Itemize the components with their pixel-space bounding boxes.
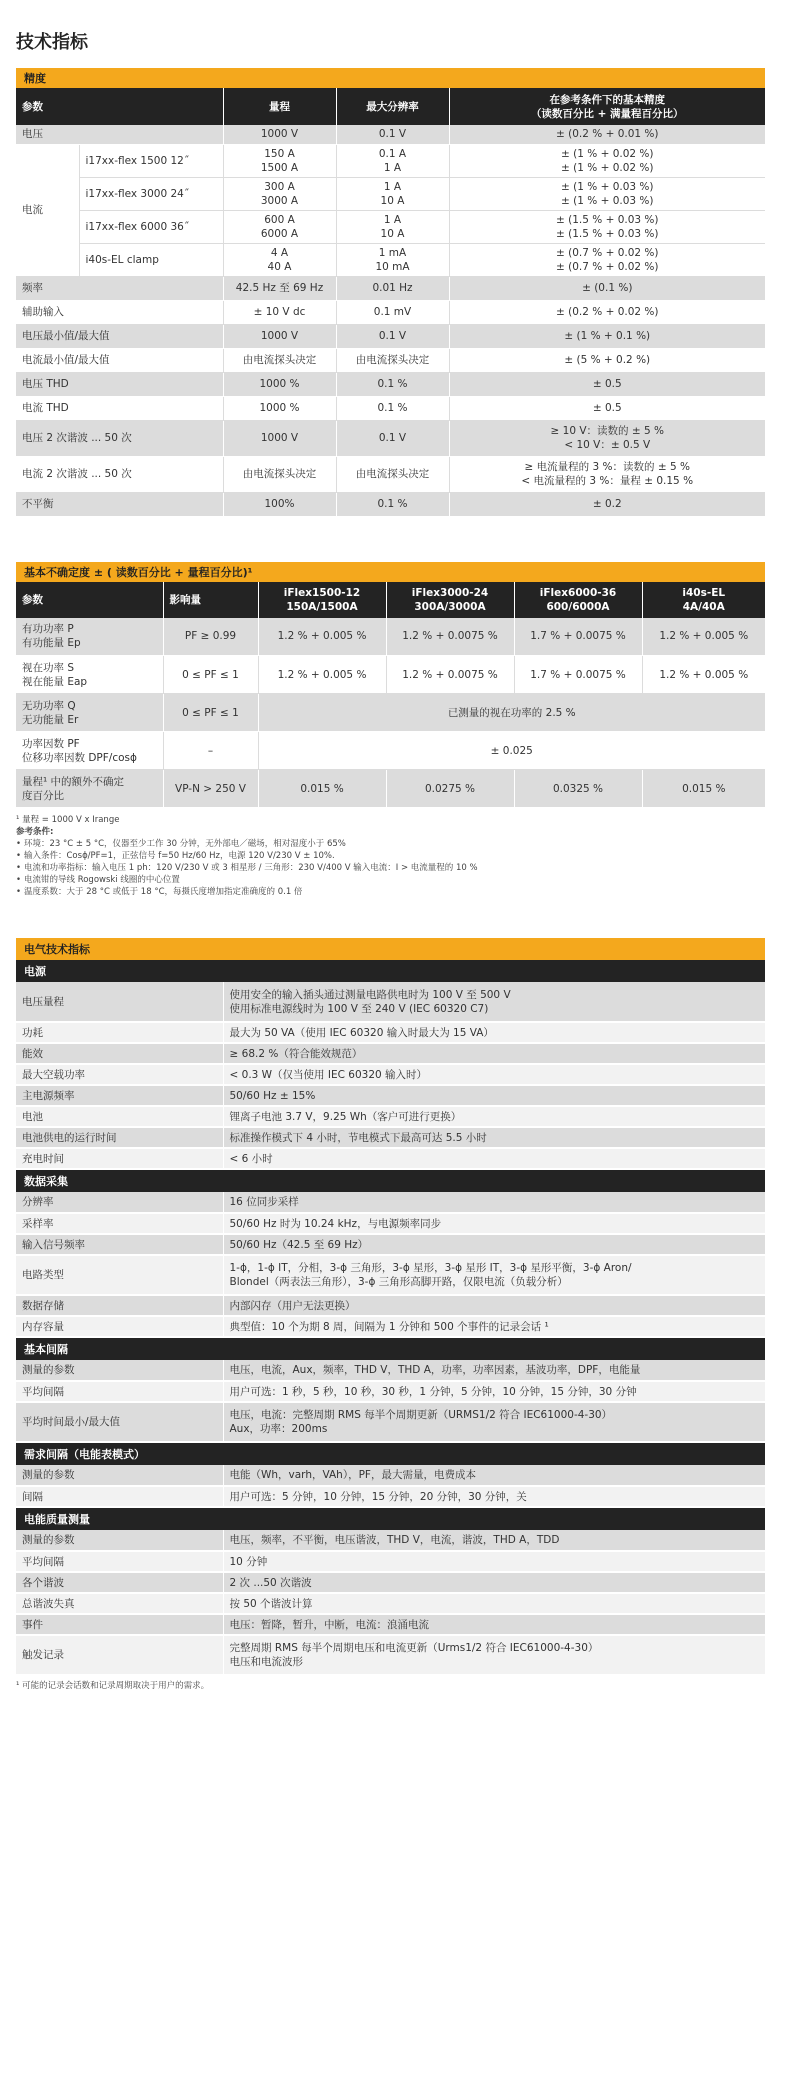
resolution-cell: 由电流探头决定 — [336, 456, 449, 492]
spec-key-cell: 电压量程 — [16, 982, 223, 1022]
cell-line: 1-ϕ，1-ϕ IT，分相，3-ϕ 三角形，3-ϕ 星形，3-ϕ 星形 IT，3-ϕ 星形平衡，3-ϕ Aron/ — [229, 1262, 632, 1274]
cell-line: Blondel（两表法三角形），3-ϕ 三角形高脚开路，仅限电流（负载分析） — [229, 1276, 568, 1288]
param-cell: 电流 THD — [16, 396, 223, 420]
probe-cell: i17xx-flex 3000 24˝ — [79, 177, 223, 210]
spec-value-cell — [223, 1255, 765, 1295]
spec-value-cell — [223, 1402, 765, 1442]
spec-value-cell — [223, 1085, 765, 1106]
value-cell: 0.015 % — [258, 770, 386, 808]
spec-value-cell — [223, 1551, 765, 1572]
resolution-cell — [336, 177, 449, 210]
accuracy-cell — [449, 456, 765, 492]
reference-condition: • 温度系数：大于 28 °C 或低于 18 °C，每摄氏度增加指定准确度的 0.1 倍 — [16, 886, 765, 898]
table-row — [16, 348, 765, 372]
spec-value-cell — [223, 1106, 765, 1127]
spec-value-cell — [223, 1022, 765, 1043]
cell-line: 电能（Wh，varh，VAh），PF，最大需量，电费成本 — [229, 1469, 476, 1481]
cell-line: ± 0.2 — [592, 498, 622, 510]
cell-line: ± (1 % + 0.02 %) — [561, 147, 654, 160]
param-cell: 电压 — [16, 125, 223, 144]
param-cell: 不平衡 — [16, 492, 223, 516]
spec-value-cell — [223, 1381, 765, 1402]
cell-line: 典型值：10 个为期 8 周，间隔为 1 分钟和 500 个事件的记录会话 ¹ — [229, 1320, 549, 1333]
cell-line: 16 位同步采样 — [229, 1196, 299, 1208]
accuracy-cell — [449, 420, 765, 456]
param-cell — [16, 770, 163, 808]
cell-line: iFlex1500-12 — [283, 586, 361, 599]
resolution-cell: 由电流探头决定 — [336, 348, 449, 372]
accuracy-cell — [449, 372, 765, 396]
spec-key-cell: 测量的参数 — [16, 1465, 223, 1486]
cell-line: 2 次 ...50 次谐波 — [229, 1576, 312, 1589]
table-row — [16, 1022, 765, 1043]
cell-line: i40s-EL — [682, 586, 726, 599]
range-cell: 1000 % — [223, 396, 336, 420]
cell-line: 位移功率因数 DPF/cosϕ — [22, 751, 137, 764]
spec-key-cell: 最大空载功率 — [16, 1064, 223, 1085]
group-title: 电源 — [16, 960, 765, 982]
table-row — [16, 1148, 765, 1169]
cell-line: < 0.3 W（仅当使用 IEC 60320 输入时） — [229, 1068, 428, 1081]
cell-line: ± (1 % + 0.02 %) — [561, 161, 654, 174]
table-row — [16, 1316, 765, 1337]
accuracy-section-title: 精度 — [16, 68, 765, 88]
cell-line: ≥ 10 V：读数的 ± 5 % — [550, 425, 664, 437]
cell-line: 1 mA — [378, 246, 407, 259]
spec-key-cell: 总谐波失真 — [16, 1593, 223, 1614]
cell-line: 1500 A — [260, 161, 299, 174]
cell-line: 1 A — [383, 180, 402, 193]
table-row — [16, 1043, 765, 1064]
table-row — [16, 144, 765, 177]
uncertainty-footnote: ¹ 量程 = 1000 V x Irange — [16, 815, 120, 825]
spec-key-cell: 分辨率 — [16, 1192, 223, 1213]
cell-line: iFlex6000-36 — [539, 586, 617, 599]
table-row — [16, 618, 765, 656]
table-row — [16, 300, 765, 324]
spec-value-cell — [223, 1530, 765, 1551]
value-cell: 1.2 % + 0.005 % — [258, 618, 386, 656]
spec-key-cell: 主电源频率 — [16, 1085, 223, 1106]
uncertainty-table — [16, 582, 765, 809]
cell-line: 最大为 50 VA（使用 IEC 60320 输入时最大为 15 VA） — [229, 1026, 494, 1039]
table-row — [16, 420, 765, 456]
range-cell: 由电流探头决定 — [223, 348, 336, 372]
spec-value-cell — [223, 1465, 765, 1486]
table-row — [16, 656, 765, 694]
spec-value-cell — [223, 1486, 765, 1507]
range-cell: 1000 V — [223, 420, 336, 456]
group-table — [16, 1192, 765, 1338]
table-row — [16, 694, 765, 732]
probe-cell: i17xx-flex 6000 36˝ — [79, 210, 223, 243]
param-cell: 辅助输入 — [16, 300, 223, 324]
range-cell — [223, 177, 336, 210]
spec-key-cell: 电池供电的运行时间 — [16, 1127, 223, 1148]
accuracy-cell — [449, 492, 765, 516]
uncertainty-header — [642, 582, 765, 618]
reference-conditions-title: 参考条件: — [16, 827, 54, 837]
cell-line: 10 A — [380, 194, 405, 207]
table-row — [16, 982, 765, 1022]
table-row — [16, 1064, 765, 1085]
cell-line: 用户可选：1 秒，5 秒，10 秒，30 秒，1 分钟，5 分钟，10 分钟，15 分钟，30 分钟 — [229, 1385, 637, 1398]
cell-line: ± (5 % + 0.2 %) — [564, 354, 651, 366]
param-cell: 电流 2 次谐波 ... 50 次 — [16, 456, 223, 492]
cell-line: 按 50 个谐波计算 — [229, 1597, 313, 1610]
table-row — [16, 492, 765, 516]
spec-key-cell: 各个谐波 — [16, 1572, 223, 1593]
cell-line: ± (0.7 % + 0.02 %) — [555, 246, 659, 259]
cell-line: 600/6000A — [546, 600, 610, 613]
param-cell: 电流最小值/最大值 — [16, 348, 223, 372]
table-row — [16, 1295, 765, 1316]
resolution-cell: 0.1 % — [336, 372, 449, 396]
range-cell: 100% — [223, 492, 336, 516]
cell-line: 10 mA — [375, 260, 410, 273]
resolution-cell: 0.1 V — [336, 125, 449, 144]
cell-line: 度百分比 — [22, 789, 64, 802]
cell-line: < 6 小时 — [229, 1152, 273, 1165]
cell-line: 无功功率 Q — [22, 699, 76, 712]
param-cell — [16, 732, 163, 770]
range-cell — [223, 144, 336, 177]
table-row — [16, 1593, 765, 1614]
resolution-cell: 0.1 V — [336, 420, 449, 456]
resolution-cell: 0.01 Hz — [336, 276, 449, 300]
spec-value-cell — [223, 1148, 765, 1169]
cell-line: 电压，电流，Aux，频率，THD V，THD A，功率，功率因素，基波功率，DPF，电能量 — [229, 1364, 641, 1376]
influence-cell: 0 ≤ PF ≤ 1 — [163, 656, 258, 694]
spec-value-cell — [223, 1572, 765, 1593]
range-cell: 1000 % — [223, 372, 336, 396]
param-cell: 电压最小值/最大值 — [16, 324, 223, 348]
table-row — [16, 125, 765, 144]
spec-key-cell: 电路类型 — [16, 1255, 223, 1295]
reference-condition: • 环境：23 °C ± 5 °C，仪器至少工作 30 分钟，无外部电／磁场，相对湿度小于 65% — [16, 838, 765, 850]
table-row — [16, 396, 765, 420]
spec-value-cell — [223, 1192, 765, 1213]
cell-line: 用户可选：5 分钟，10 分钟，15 分钟，20 分钟，30 分钟，关 — [229, 1490, 527, 1503]
accuracy-cell — [449, 348, 765, 372]
table-row — [16, 1127, 765, 1148]
table-row — [16, 1234, 765, 1255]
spec-key-cell: 平均时间最小/最大值 — [16, 1402, 223, 1442]
group-table — [16, 982, 765, 1170]
accuracy-cell — [449, 177, 765, 210]
group-title: 数据采集 — [16, 1170, 765, 1192]
spec-value-cell — [223, 1316, 765, 1337]
cell-line: 使用标准电源线时为 100 V 至 240 V (IEC 60320 C7) — [229, 1002, 489, 1015]
cell-line: 影响量 — [169, 593, 201, 606]
cell-line: 完整周期 RMS 每半个周期电压和电流更新（Urms1/2 符合 IEC61000-4-30） — [229, 1642, 599, 1654]
probe-cell: i17xx-flex 1500 12˝ — [79, 144, 223, 177]
cell-line: 有功功率 P — [22, 623, 74, 636]
table-row — [16, 1635, 765, 1675]
param-cell: 电压 2 次谐波 ... 50 次 — [16, 420, 223, 456]
group-table — [16, 1465, 765, 1508]
cell-line: 4 A — [270, 246, 289, 259]
reference-condition: • 电流和功率指标：输入电压 1 ph：120 V/230 V 或 3 相星形 / 三角形：230 V/400 V 输入电流：I > 电流量程的 10 % — [16, 862, 765, 874]
cell-line: ± (1.5 % + 0.03 %) — [555, 227, 659, 240]
electrical-section-title: 电气技术指标 — [16, 938, 765, 960]
table-row — [16, 324, 765, 348]
cell-line: 50/60 Hz 时为 10.24 kHz，与电源频率同步 — [229, 1217, 442, 1230]
accuracy-cell — [449, 396, 765, 420]
table-row — [16, 372, 765, 396]
range-cell: 42.5 Hz 至 69 Hz — [223, 276, 336, 300]
cell-line: ± (1 % + 0.03 %) — [561, 194, 654, 207]
param-cell: 频率 — [16, 276, 223, 300]
table-row — [16, 210, 765, 243]
value-cell: 0.0325 % — [514, 770, 642, 808]
cell-line: 标准操作模式下 4 小时，节电模式下最高可达 5.5 小时 — [229, 1131, 487, 1144]
cell-line: < 电流量程的 3 %：量程 ± 0.15 % — [521, 475, 694, 487]
cell-line: ± (0.7 % + 0.02 %) — [555, 260, 659, 273]
reference-conditions-list — [16, 838, 765, 898]
uncertainty-header — [514, 582, 642, 618]
cell-line: ± (1.5 % + 0.03 %) — [555, 213, 659, 226]
spec-key-cell: 充电时间 — [16, 1148, 223, 1169]
cell-line: 50/60 Hz（42.5 至 69 Hz） — [229, 1238, 369, 1251]
header-range: 量程 — [223, 88, 336, 125]
cell-line: 300 A — [264, 180, 295, 193]
value-cell: 1.7 % + 0.0075 % — [514, 656, 642, 694]
param-cell — [16, 656, 163, 694]
range-cell: ± 10 V dc — [223, 300, 336, 324]
value-cell: 1.2 % + 0.005 % — [258, 656, 386, 694]
cell-line: 4A/40A — [682, 600, 725, 613]
spec-key-cell: 内存容量 — [16, 1316, 223, 1337]
table-row — [16, 276, 765, 300]
cell-line: 视在功率 S — [22, 661, 75, 674]
merged-value-cell: 已测量的视在功率的 2.5 % — [258, 694, 765, 732]
cell-line: 1 A — [383, 161, 402, 174]
table-row — [16, 732, 765, 770]
page-title: 技术指标 — [16, 32, 88, 53]
cell-line: 无功能量 Er — [22, 713, 79, 726]
header-accuracy — [449, 88, 765, 125]
cell-line: ± (1 % + 0.03 %) — [561, 180, 654, 193]
param-cell — [16, 694, 163, 732]
influence-cell: PF ≥ 0.99 — [163, 618, 258, 656]
table-row — [16, 1192, 765, 1213]
table-row — [16, 1572, 765, 1593]
value-cell: 0.015 % — [642, 770, 765, 808]
cell-line: 6000 A — [260, 227, 299, 240]
table-row — [16, 770, 765, 808]
resolution-cell — [336, 144, 449, 177]
influence-cell: – — [163, 732, 258, 770]
spec-value-cell — [223, 1295, 765, 1316]
cell-line: 电压，频率，不平衡，电压谐波，THD V，电流，谐波，THD A，TDD — [229, 1534, 560, 1546]
range-cell: 1000 V — [223, 125, 336, 144]
value-cell: 1.2 % + 0.0075 % — [386, 618, 514, 656]
table-row — [16, 1486, 765, 1507]
range-cell — [223, 243, 336, 276]
spec-value-cell — [223, 1593, 765, 1614]
spec-value-cell — [223, 1043, 765, 1064]
group-title: 基本间隔 — [16, 1338, 765, 1360]
spec-value-cell — [223, 1635, 765, 1675]
cell-line: 600 A — [264, 213, 295, 226]
spec-key-cell: 测量的参数 — [16, 1360, 223, 1381]
spec-value-cell — [223, 1127, 765, 1148]
reference-condition: • 电流钳的导线 Rogowski 线圈的中心位置 — [16, 874, 765, 886]
spec-key-cell: 能效 — [16, 1043, 223, 1064]
cell-line: 电压和电流波形 — [229, 1656, 303, 1668]
influence-cell: 0 ≤ PF ≤ 1 — [163, 694, 258, 732]
group-title: 需求间隔（电能表模式） — [16, 1443, 765, 1465]
uncertainty-header — [16, 582, 163, 618]
resolution-cell: 0.1 % — [336, 492, 449, 516]
cell-line: ≥ 68.2 %（符合能效规范） — [229, 1047, 363, 1060]
cell-line: 10 A — [380, 227, 405, 240]
table-row — [16, 456, 765, 492]
spec-value-cell — [223, 1360, 765, 1381]
uncertainty-header — [163, 582, 258, 618]
table-row — [16, 1381, 765, 1402]
value-cell: 1.2 % + 0.0075 % — [386, 656, 514, 694]
cell-line: < 10 V：± 0.5 V — [564, 439, 651, 451]
cell-line: 300A/3000A — [414, 600, 486, 613]
table-row — [16, 1465, 765, 1486]
cell-line: iFlex3000-24 — [411, 586, 489, 599]
cell-line: 在参考条件下的基本精度 — [549, 93, 665, 106]
table-row — [16, 1402, 765, 1442]
cell-line: （读数百分比 + 满量程百分比） — [530, 107, 684, 120]
cell-line: 视在能量 Eap — [22, 675, 88, 688]
uncertainty-notes — [16, 814, 765, 898]
accuracy-cell — [449, 243, 765, 276]
reference-condition: • 输入条件：Cosϕ/PF=1，正弦信号 f=50 Hz/60 Hz，电源 120 V/230 V ± 10%. — [16, 850, 765, 862]
cell-line: 锂离子电池 3.7 V，9.25 Wh（客户可进行更换） — [229, 1110, 462, 1123]
group-table — [16, 1360, 765, 1443]
cell-line: 40 A — [267, 260, 292, 273]
table-row — [16, 1255, 765, 1295]
spec-key-cell: 平均间隔 — [16, 1381, 223, 1402]
spec-value-cell — [223, 1234, 765, 1255]
uncertainty-header — [386, 582, 514, 618]
cell-line: 内部闪存（用户无法更换） — [229, 1299, 356, 1312]
cell-line: 电压，电流：完整周期 RMS 每半个周期更新（URMS1/2 符合 IEC61000-4-30） — [229, 1409, 613, 1421]
param-cell: 电压 THD — [16, 372, 223, 396]
spec-key-cell: 事件 — [16, 1614, 223, 1635]
resolution-cell — [336, 210, 449, 243]
table-row — [16, 1530, 765, 1551]
spec-key-cell: 功耗 — [16, 1022, 223, 1043]
group-title: 电能质量测量 — [16, 1508, 765, 1530]
table-row — [16, 1085, 765, 1106]
header-resolution: 最大分辨率 — [336, 88, 449, 125]
cell-line: 0.1 A — [378, 147, 407, 160]
cell-line: 3000 A — [260, 194, 299, 207]
accuracy-table — [16, 88, 765, 517]
table-row — [16, 1106, 765, 1127]
electrical-footnote: ¹ 可能的记录会话数和记录周期取决于用户的需求。 — [16, 1681, 210, 1691]
table-row — [16, 243, 765, 276]
influence-cell: VP-N > 250 V — [163, 770, 258, 808]
spec-key-cell: 采样率 — [16, 1213, 223, 1234]
accuracy-cell — [449, 324, 765, 348]
accuracy-cell — [449, 210, 765, 243]
value-cell: 1.2 % + 0.005 % — [642, 656, 765, 694]
spec-value-cell — [223, 1213, 765, 1234]
cell-line: 50/60 Hz ± 15% — [229, 1089, 316, 1102]
table-row — [16, 177, 765, 210]
spec-key-cell: 数据存储 — [16, 1295, 223, 1316]
value-cell: 1.2 % + 0.005 % — [642, 618, 765, 656]
range-cell: 由电流探头决定 — [223, 456, 336, 492]
range-cell — [223, 210, 336, 243]
cell-line: 量程¹ 中的额外不确定 — [22, 775, 125, 788]
spec-value-cell — [223, 1614, 765, 1635]
spec-key-cell: 触发记录 — [16, 1635, 223, 1675]
accuracy-cell — [449, 144, 765, 177]
table-row — [16, 1213, 765, 1234]
accuracy-cell: ± (0.2 % + 0.01 %) — [449, 125, 765, 144]
cell-line: 功率因数 PF — [22, 737, 80, 750]
spec-key-cell: 电池 — [16, 1106, 223, 1127]
cell-line: ± 0.5 — [592, 402, 622, 414]
current-label-cell: 电流 — [16, 144, 79, 276]
resolution-cell — [336, 243, 449, 276]
spec-value-cell — [223, 1064, 765, 1085]
electrical-groups — [16, 960, 765, 1676]
spec-key-cell: 测量的参数 — [16, 1530, 223, 1551]
cell-line: 使用安全的输入插头通过测量电路供电时为 100 V 至 500 V — [229, 988, 511, 1001]
uncertainty-header — [258, 582, 386, 618]
value-cell: 1.7 % + 0.0075 % — [514, 618, 642, 656]
cell-line: 150 A — [264, 147, 295, 160]
cell-line: 10 分钟 — [229, 1555, 268, 1568]
probe-cell: i40s-EL clamp — [79, 243, 223, 276]
cell-line: ± (0.1 %) — [582, 282, 633, 294]
table-row — [16, 1551, 765, 1572]
cell-line: ≥ 电流量程的 3 %：读数的 ± 5 % — [524, 461, 690, 473]
spec-key-cell: 输入信号频率 — [16, 1234, 223, 1255]
resolution-cell: 0.1 % — [336, 396, 449, 420]
spec-value-cell — [223, 982, 765, 1022]
resolution-cell: 0.1 mV — [336, 300, 449, 324]
resolution-cell: 0.1 V — [336, 324, 449, 348]
cell-line: Aux，功率：200ms — [229, 1423, 328, 1435]
merged-value-cell: ± 0.025 — [258, 732, 765, 770]
range-cell: 1000 V — [223, 324, 336, 348]
value-cell: 0.0275 % — [386, 770, 514, 808]
group-table — [16, 1530, 765, 1676]
header-param: 参数 — [16, 88, 223, 125]
spec-key-cell: 平均间隔 — [16, 1551, 223, 1572]
accuracy-cell — [449, 300, 765, 324]
param-cell — [16, 618, 163, 656]
cell-line: ± (0.2 % + 0.02 %) — [555, 306, 659, 318]
cell-line: ± (1 % + 0.1 %) — [564, 330, 651, 342]
cell-line: 1 A — [383, 213, 402, 226]
table-row — [16, 1360, 765, 1381]
spec-key-cell: 间隔 — [16, 1486, 223, 1507]
uncertainty-section-title: 基本不确定度 ± ( 读数百分比 + 量程百分比)¹ — [16, 562, 765, 582]
cell-line: ± 0.5 — [592, 378, 622, 390]
cell-line: 150A/1500A — [286, 600, 358, 613]
table-row — [16, 1614, 765, 1635]
accuracy-cell — [449, 276, 765, 300]
cell-line: 参数 — [22, 593, 43, 606]
cell-line: 电压：暂降，暂升，中断，电流：浪涌电流 — [229, 1618, 429, 1631]
cell-line: 有功能量 Ep — [22, 637, 81, 650]
